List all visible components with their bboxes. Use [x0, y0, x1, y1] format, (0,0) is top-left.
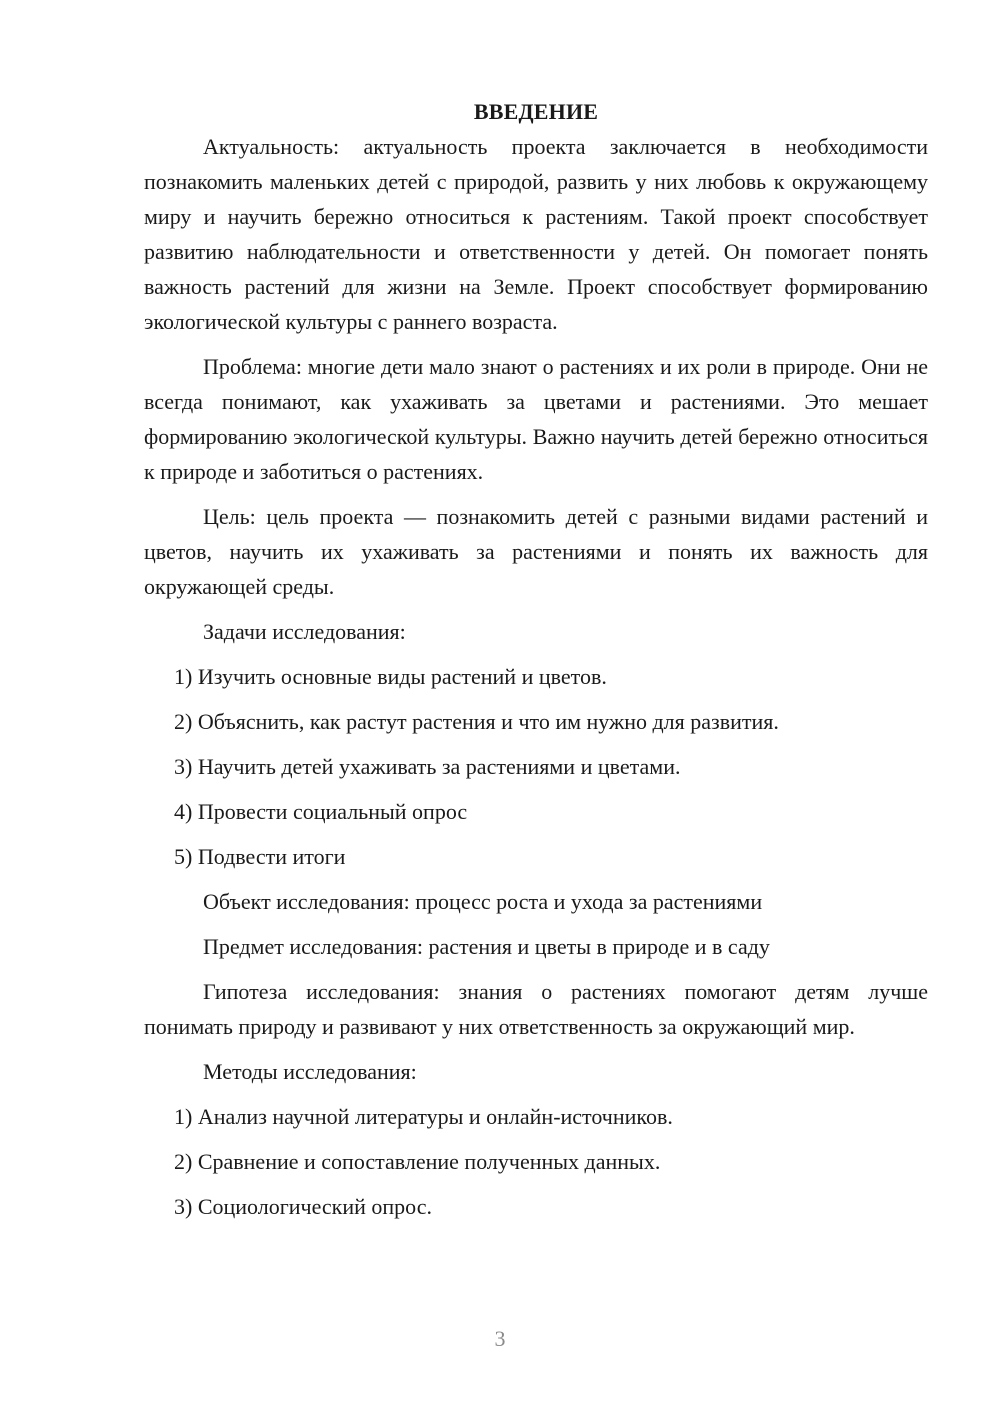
- research-subject: Предмет исследования: растения и цветы в природе и в саду: [203, 934, 770, 959]
- document-page: [144, 94, 928, 1224]
- hypothesis-paragraph: Гипотеза исследования: знания о растениях помогают детям лучше понимать природу и развивают у них ответственность за окружающий мир.: [144, 979, 928, 1039]
- tasks-list: [144, 659, 928, 874]
- task-item: 2) Объяснить, как растут растения и что им нужно для развития.: [174, 709, 779, 734]
- tasks-label: Задачи исследования:: [203, 619, 406, 644]
- method-item: 2) Сравнение и сопоставление полученных данных.: [174, 1149, 661, 1174]
- goal-paragraph: Цель: цель проекта — познакомить детей с разными видами растений и цветов, научить их ухаживать за растениями и понять их важность для окружающей среды.: [144, 504, 928, 599]
- method-item: 3) Социологический опрос.: [174, 1194, 432, 1219]
- methods-list: [144, 1099, 928, 1224]
- problem-paragraph: Проблема: многие дети мало знают о растениях и их роли в природе. Они не всегда понимают, как ухаживать за цветами и растениями. Это мешает формированию экологической культуры. Важно научить детей бережно относиться к природе и заботиться о растениях.: [144, 354, 928, 484]
- relevance-paragraph: Актуальность: актуальность проекта заключается в необходимости познакомить маленьких детей с природой, развить у них любовь к окружающему миру и научить бережно относиться к растениям. Такой проект способствует развитию наблюдательности и ответственности у детей. Он помогает понять важность растений для жизни на Земле. Проект способствует формированию экологической культуры с раннего возраста.: [144, 134, 928, 334]
- research-object: Объект исследования: процесс роста и ухода за растениями: [203, 889, 763, 914]
- methods-label: Методы исследования:: [203, 1059, 417, 1084]
- task-item: 5) Подвести итоги: [174, 844, 346, 869]
- task-item: 1) Изучить основные виды растений и цветов.: [174, 664, 607, 689]
- method-item: 1) Анализ научной литературы и онлайн-источников.: [174, 1104, 673, 1129]
- task-item: 4) Провести социальный опрос: [174, 799, 468, 824]
- page-number: 3: [494, 1326, 506, 1351]
- section-title: ВВЕДЕНИЕ: [473, 99, 599, 124]
- task-item: 3) Научить детей ухаживать за растениями и цветами.: [174, 754, 681, 779]
